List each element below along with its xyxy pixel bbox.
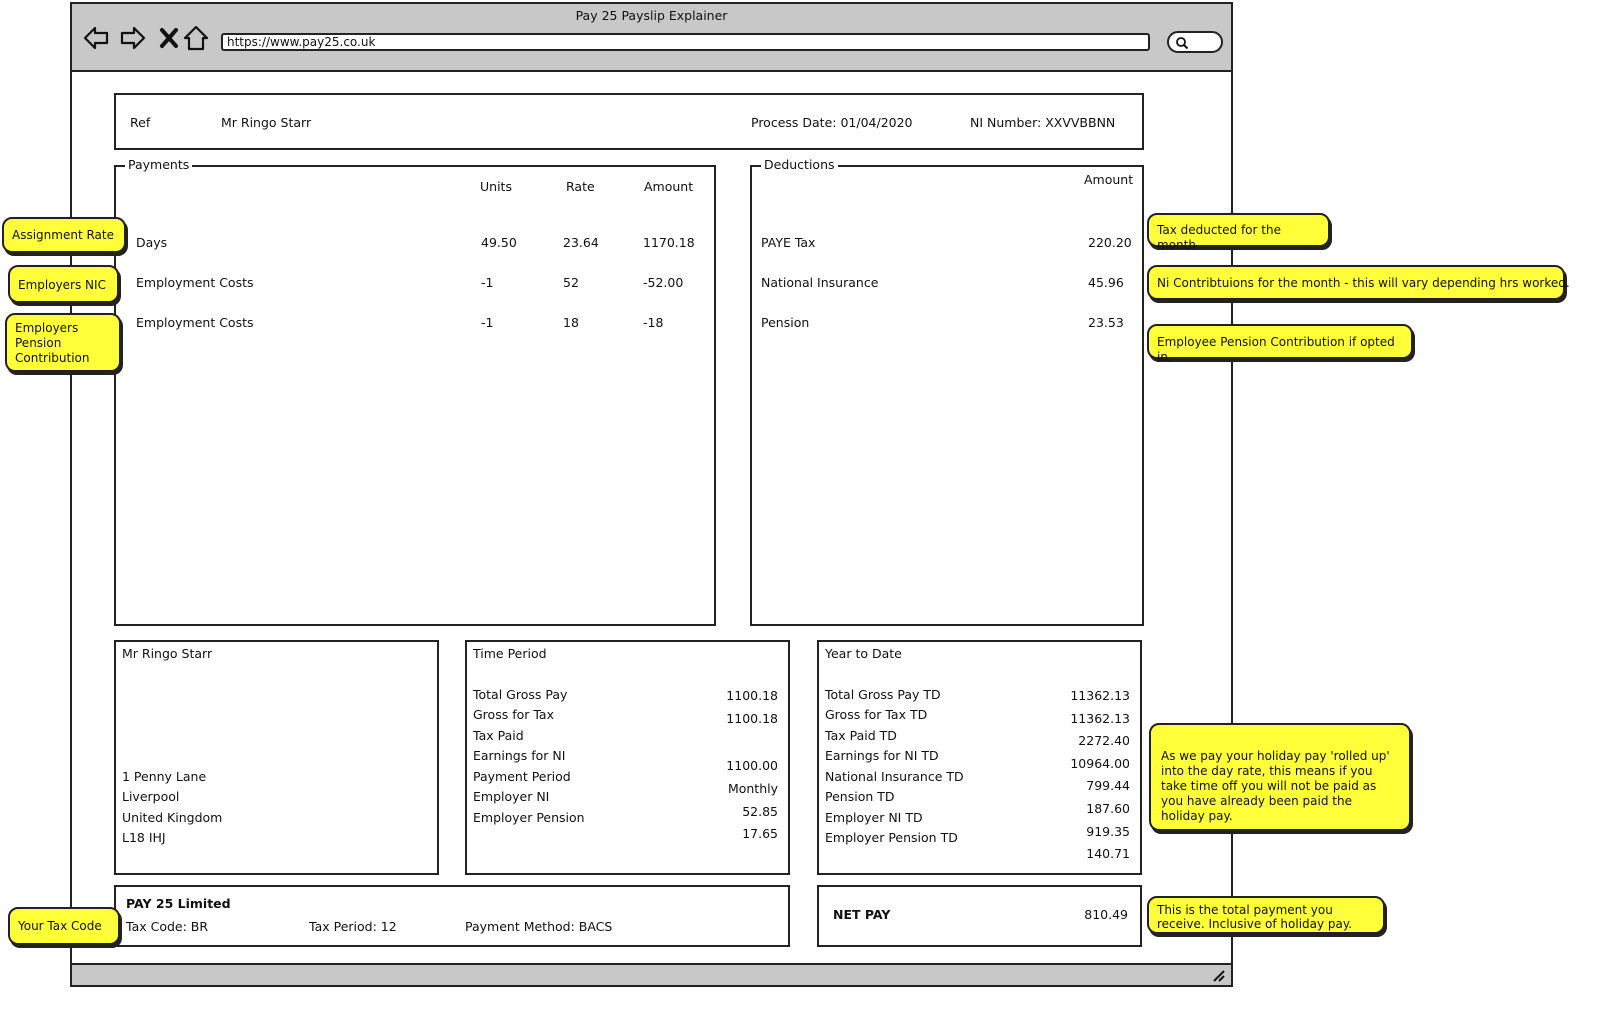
time-period-label: Employer Pension (473, 810, 585, 825)
ytd-title: Year to Date (825, 646, 902, 661)
deduction-row-amount: 45.96 (1088, 275, 1124, 290)
arrow-right-icon[interactable] (119, 24, 147, 52)
ni-number: NI Number: XXVVBBNN (970, 115, 1116, 130)
payment-row-rate: 18 (563, 315, 579, 330)
payment-row-rate: 52 (563, 275, 579, 290)
time-period-title: Time Period (473, 646, 547, 661)
address-line: L18 IHJ (122, 830, 166, 845)
payment-row-amount: 1170.18 (643, 235, 695, 250)
rate-header: Rate (566, 179, 595, 194)
net-pay-value: 810.49 (1084, 907, 1128, 922)
payslip-header (114, 93, 1144, 150)
note-ni-contributions: Ni Contribtuions for the month - this will vary depending hrs worked. (1147, 265, 1565, 300)
time-period-value: Monthly (727, 781, 778, 796)
address-line: Liverpool (122, 789, 180, 804)
deductions-title: Deductions (761, 157, 838, 172)
payment-row-desc: Employment Costs (136, 315, 254, 330)
status-bar (72, 963, 1231, 985)
time-period-value: 1100.18 (726, 688, 778, 703)
payments-title: Payments (125, 157, 192, 172)
time-period-label: Gross for Tax (473, 707, 554, 722)
payment-row-desc: Employment Costs (136, 275, 254, 290)
time-period-label: Employer NI (473, 789, 550, 804)
payment-row-units: -1 (481, 315, 494, 330)
payment-row-amount: -52.00 (643, 275, 684, 290)
payment-method: Payment Method: BACS (465, 919, 613, 934)
year-to-date-panel (817, 640, 1142, 875)
ytd-value: 919.35 (1086, 824, 1130, 839)
payment-row-units: 49.50 (481, 235, 517, 250)
url-bar[interactable]: https://www.pay25.co.uk (221, 33, 1150, 51)
ytd-label: Pension TD (825, 789, 895, 804)
close-icon[interactable] (155, 24, 183, 52)
payment-row-amount: -18 (643, 315, 664, 330)
ytd-label: Gross for Tax TD (825, 707, 928, 722)
address-line: 1 Penny Lane (122, 769, 207, 784)
ytd-label: National Insurance TD (825, 769, 964, 784)
address-line: United Kingdom (122, 810, 223, 825)
net-pay-panel (817, 885, 1142, 947)
time-period-label: Earnings for NI (473, 748, 566, 763)
note-tax-code: Your Tax Code (8, 907, 120, 945)
time-period-label: Tax Paid (473, 728, 524, 743)
ytd-value: 187.60 (1086, 801, 1130, 816)
ytd-value: 799.44 (1086, 778, 1130, 793)
resize-grip-icon[interactable] (1211, 968, 1225, 982)
deduction-row-desc: PAYE Tax (761, 235, 816, 250)
ytd-value: 11362.13 (1070, 688, 1130, 703)
time-period-value: 17.65 (742, 826, 778, 841)
home-icon[interactable] (182, 24, 210, 52)
title-bar (72, 4, 1231, 72)
process-date: Process Date: 01/04/2020 (751, 115, 913, 130)
ytd-value: 11362.13 (1070, 711, 1130, 726)
deduction-row-amount: 23.53 (1088, 315, 1124, 330)
ref-label: Ref (130, 115, 151, 130)
note-net-pay: This is the total payment you receive. Inclusive of holiday pay. (1147, 896, 1385, 934)
time-period-label: Payment Period (473, 769, 571, 784)
deduction-row-amount: 220.20 (1088, 235, 1132, 250)
search-icon (1175, 36, 1189, 50)
ytd-value: 140.71 (1086, 846, 1130, 861)
company-panel (114, 885, 790, 947)
address-panel (114, 640, 439, 875)
ytd-label: Total Gross Pay TD (825, 687, 941, 702)
arrow-left-icon[interactable] (82, 24, 110, 52)
payments-panel (114, 157, 716, 626)
time-period-value: 1100.18 (726, 711, 778, 726)
note-assignment-rate: Assignment Rate (2, 217, 126, 253)
deductions-amount-header: Amount (1084, 172, 1134, 187)
payment-row-units: -1 (481, 275, 494, 290)
ytd-value: 10964.00 (1070, 756, 1130, 771)
payment-row-desc: Days (136, 235, 168, 250)
ytd-label: Employer NI TD (825, 810, 923, 825)
note-employers-pension: Employers Pension Contribution (5, 313, 121, 372)
deductions-panel (750, 157, 1144, 626)
net-pay-label: NET PAY (833, 907, 891, 922)
company-name: PAY 25 Limited (126, 896, 231, 911)
ytd-label: Employer Pension TD (825, 830, 958, 845)
note-pension-contribution: Employee Pension Contribution if opted in. (1147, 324, 1413, 359)
time-period-value: 1100.00 (726, 758, 778, 773)
amount-header: Amount (644, 179, 694, 194)
note-tax-deducted: Tax deducted for the month (1147, 213, 1330, 247)
note-holiday-pay: As we pay your holiday pay 'rolled up' into the day rate, this means if you take time off you will not be paid as you have already been paid the holiday pay. (1149, 723, 1411, 831)
search-box[interactable] (1167, 31, 1223, 53)
ytd-value: 2272.40 (1078, 733, 1130, 748)
units-header: Units (480, 179, 512, 194)
ytd-label: Earnings for NI TD (825, 748, 939, 763)
employee-name: Mr Ringo Starr (221, 115, 312, 130)
tax-code: Tax Code: BR (126, 919, 209, 934)
deduction-row-desc: National Insurance (761, 275, 879, 290)
time-period-label: Total Gross Pay (473, 687, 568, 702)
time-period-panel (465, 640, 790, 875)
deduction-row-desc: Pension (761, 315, 810, 330)
note-employers-nic: Employers NIC (8, 265, 119, 303)
payment-row-rate: 23.64 (563, 235, 599, 250)
address-name: Mr Ringo Starr (122, 646, 213, 661)
time-period-value: 52.85 (742, 804, 778, 819)
window-title: Pay 25 Payslip Explainer (575, 8, 728, 23)
tax-period: Tax Period: 12 (309, 919, 397, 934)
ytd-label: Tax Paid TD (825, 728, 897, 743)
